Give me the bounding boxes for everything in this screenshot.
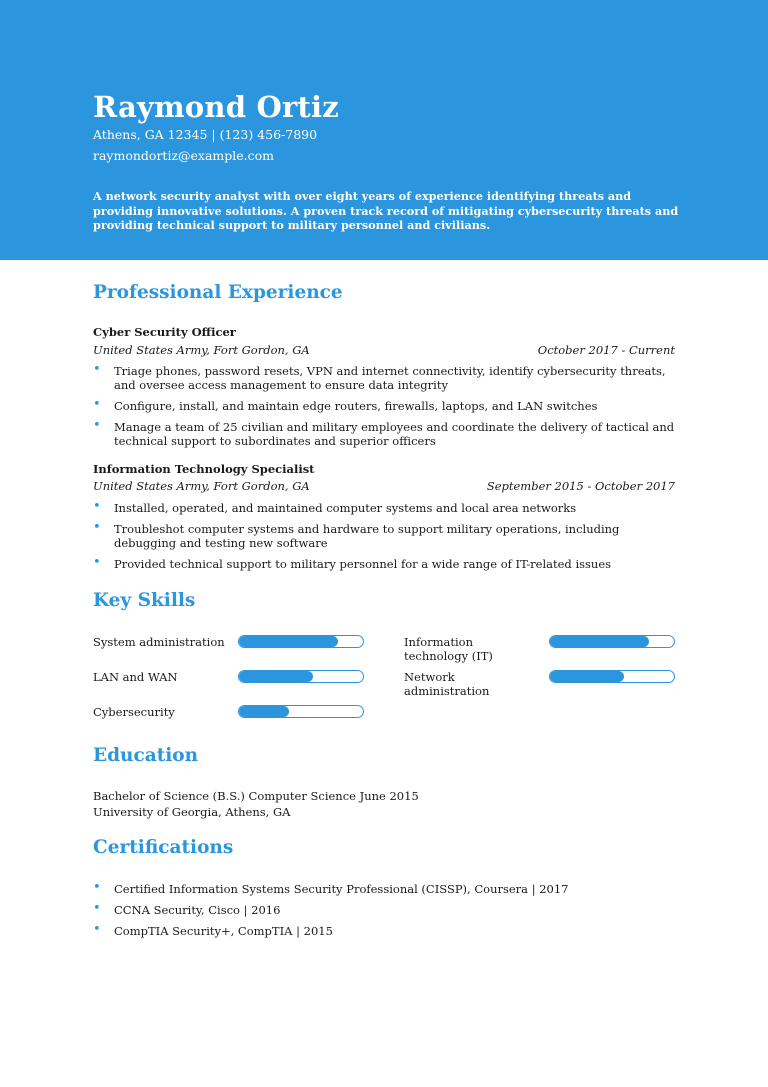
skill-bar-fill (239, 671, 313, 682)
job-title: Information Technology Specialist (93, 462, 315, 476)
job-org: United States Army, Fort Gordon, GA (93, 479, 310, 493)
skill-bar (238, 635, 364, 648)
experience-heading: Professional Experience (93, 282, 343, 303)
education-school: University of Georgia, Athens, GA (93, 805, 291, 819)
list-item-text: Installed, operated, and maintained computer systems and local area networks (114, 501, 577, 515)
skill-bar-fill (239, 636, 338, 647)
list-item-text: Provided technical support to military personnel for a wide range of IT-related issues (114, 557, 612, 571)
education-degree: Bachelor of Science (B.S.) Computer Science June 2015 (93, 789, 419, 803)
education-heading: Education (93, 745, 199, 766)
skill-bar (549, 670, 675, 683)
list-item-text: Troubleshot computer systems and hardware to support military operations, including debugging and testing new software (114, 522, 620, 550)
list-item (93, 522, 675, 550)
list-item-text: Triage phones, password resets, VPN and internet connectivity, identify cybersecurity threats, and oversee access management to ensure data integrity (114, 364, 666, 392)
list-item (93, 501, 675, 515)
certifications-list (93, 882, 675, 938)
list-item (93, 557, 675, 571)
job-bullets (93, 501, 675, 571)
resume-header (0, 0, 768, 260)
bullet-icon: • (93, 397, 101, 412)
list-item-text: CompTIA Security+, CompTIA | 2015 (114, 924, 333, 938)
list-item (93, 882, 675, 896)
certifications-heading: Certifications (93, 837, 234, 858)
contact-address-phone: Athens, GA 12345 | (123) 456-7890 (93, 127, 318, 142)
contact-email: raymondortiz@example.com (93, 148, 275, 163)
list-item (93, 903, 675, 917)
bullet-icon: • (93, 520, 101, 535)
skills-heading: Key Skills (93, 590, 196, 611)
skill-bar (238, 705, 364, 718)
list-item-text: Manage a team of 25 civilian and military employees and coordinate the delivery of tactical and technical support to subordinates and superior officers (114, 420, 675, 448)
list-item (93, 399, 675, 413)
bullet-icon: • (93, 555, 101, 570)
skill-bar (549, 635, 675, 648)
list-item-text: Configure, install, and maintain edge routers, firewalls, laptops, and LAN switches (114, 399, 598, 413)
professional-summary: A network security analyst with over eight years of experience identifying threats and providing innovative solutions. A proven track record of mitigating cybersecurity threats and providing technical support to military personnel and civilians. (93, 189, 679, 232)
bullet-icon: • (93, 901, 101, 916)
skill-label: Information technology (IT) (404, 635, 493, 663)
bullet-icon: • (93, 362, 101, 377)
bullet-icon: • (93, 499, 101, 514)
skill-label: LAN and WAN (93, 670, 178, 684)
skill-label: Network administration (404, 670, 490, 698)
list-item (93, 924, 675, 938)
skill-bar-fill (239, 706, 289, 717)
skill-bar (238, 670, 364, 683)
list-item (93, 420, 675, 448)
job-title: Cyber Security Officer (93, 325, 236, 339)
job-bullets (93, 364, 675, 448)
candidate-name: Raymond Ortiz (93, 90, 339, 124)
job-org: United States Army, Fort Gordon, GA (93, 343, 310, 357)
bullet-icon: • (93, 880, 101, 895)
skill-label: Cybersecurity (93, 705, 175, 719)
bullet-icon: • (93, 922, 101, 937)
job-meta (93, 343, 675, 357)
skill-bar-fill (550, 636, 649, 647)
list-item (93, 364, 675, 392)
skill-label: System administration (93, 635, 225, 649)
bullet-icon: • (93, 418, 101, 433)
job-dates: September 2015 - October 2017 (486, 479, 675, 493)
job-dates: October 2017 - Current (537, 343, 675, 357)
job-meta (93, 479, 675, 493)
list-item-text: Certified Information Systems Security Professional (CISSP), Coursera | 2017 (114, 882, 569, 896)
list-item-text: CCNA Security, Cisco | 2016 (114, 903, 281, 917)
skill-bar-fill (550, 671, 624, 682)
